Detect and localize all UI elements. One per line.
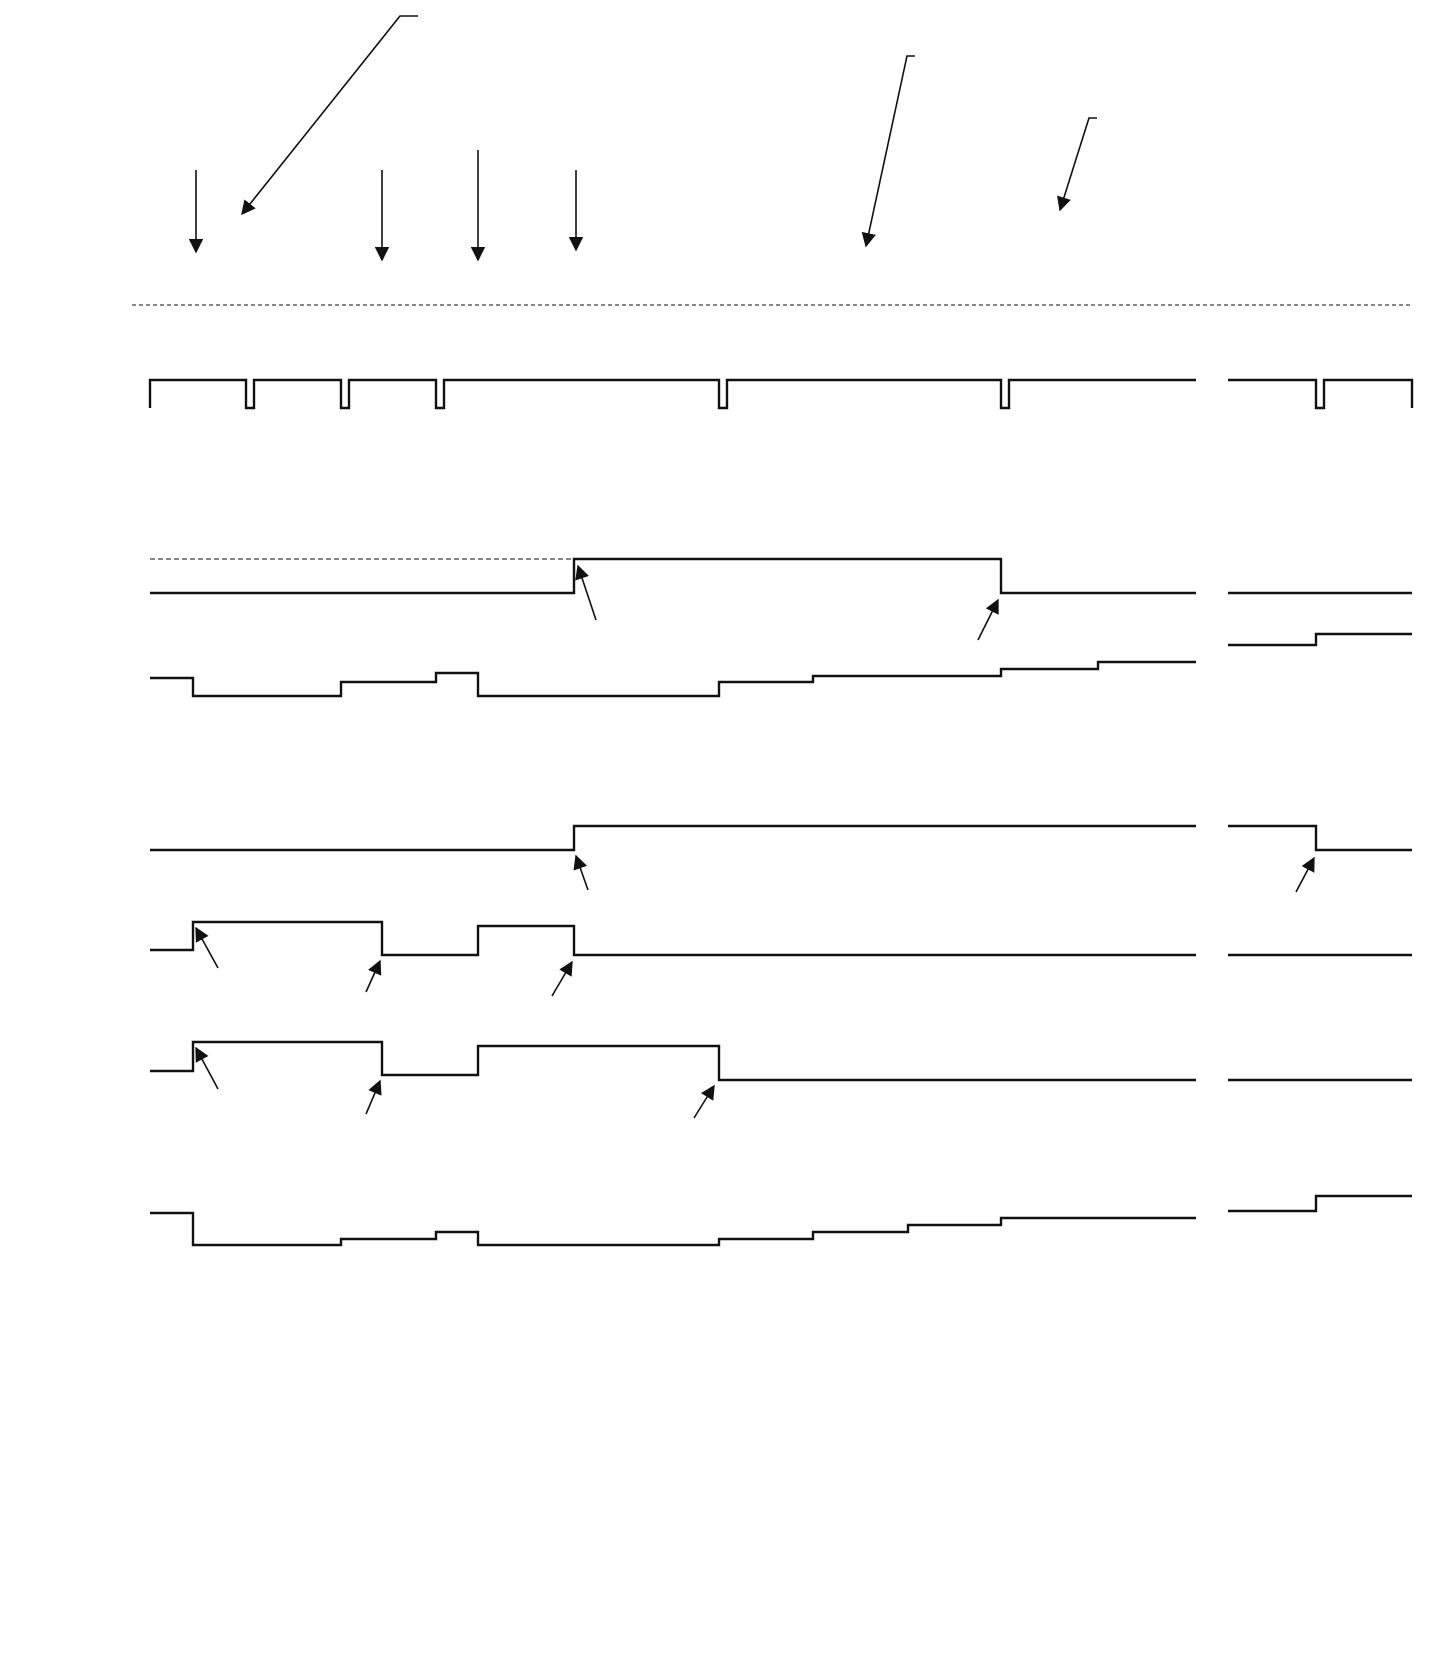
- callout-b-and-c: [242, 16, 418, 214]
- footnote-4: [4, 1380, 674, 1406]
- mil-trace: [150, 559, 1412, 593]
- dtc-freeze-trace: [150, 826, 1412, 850]
- ign-trace: [150, 380, 1412, 408]
- fft-trace: [150, 922, 1412, 955]
- footnotes-left: [4, 1368, 674, 1410]
- callout-b-not-c: [1060, 118, 1097, 210]
- b-counter-trace: [150, 634, 1412, 696]
- c-counter-trace: [150, 1196, 1412, 1245]
- marker-arrows: [196, 566, 1314, 1118]
- callout-c-not-b: [866, 56, 915, 246]
- detection-labels: [196, 150, 576, 260]
- footnotes-right: [758, 1368, 1430, 1384]
- dtct-trace: [150, 1042, 1412, 1080]
